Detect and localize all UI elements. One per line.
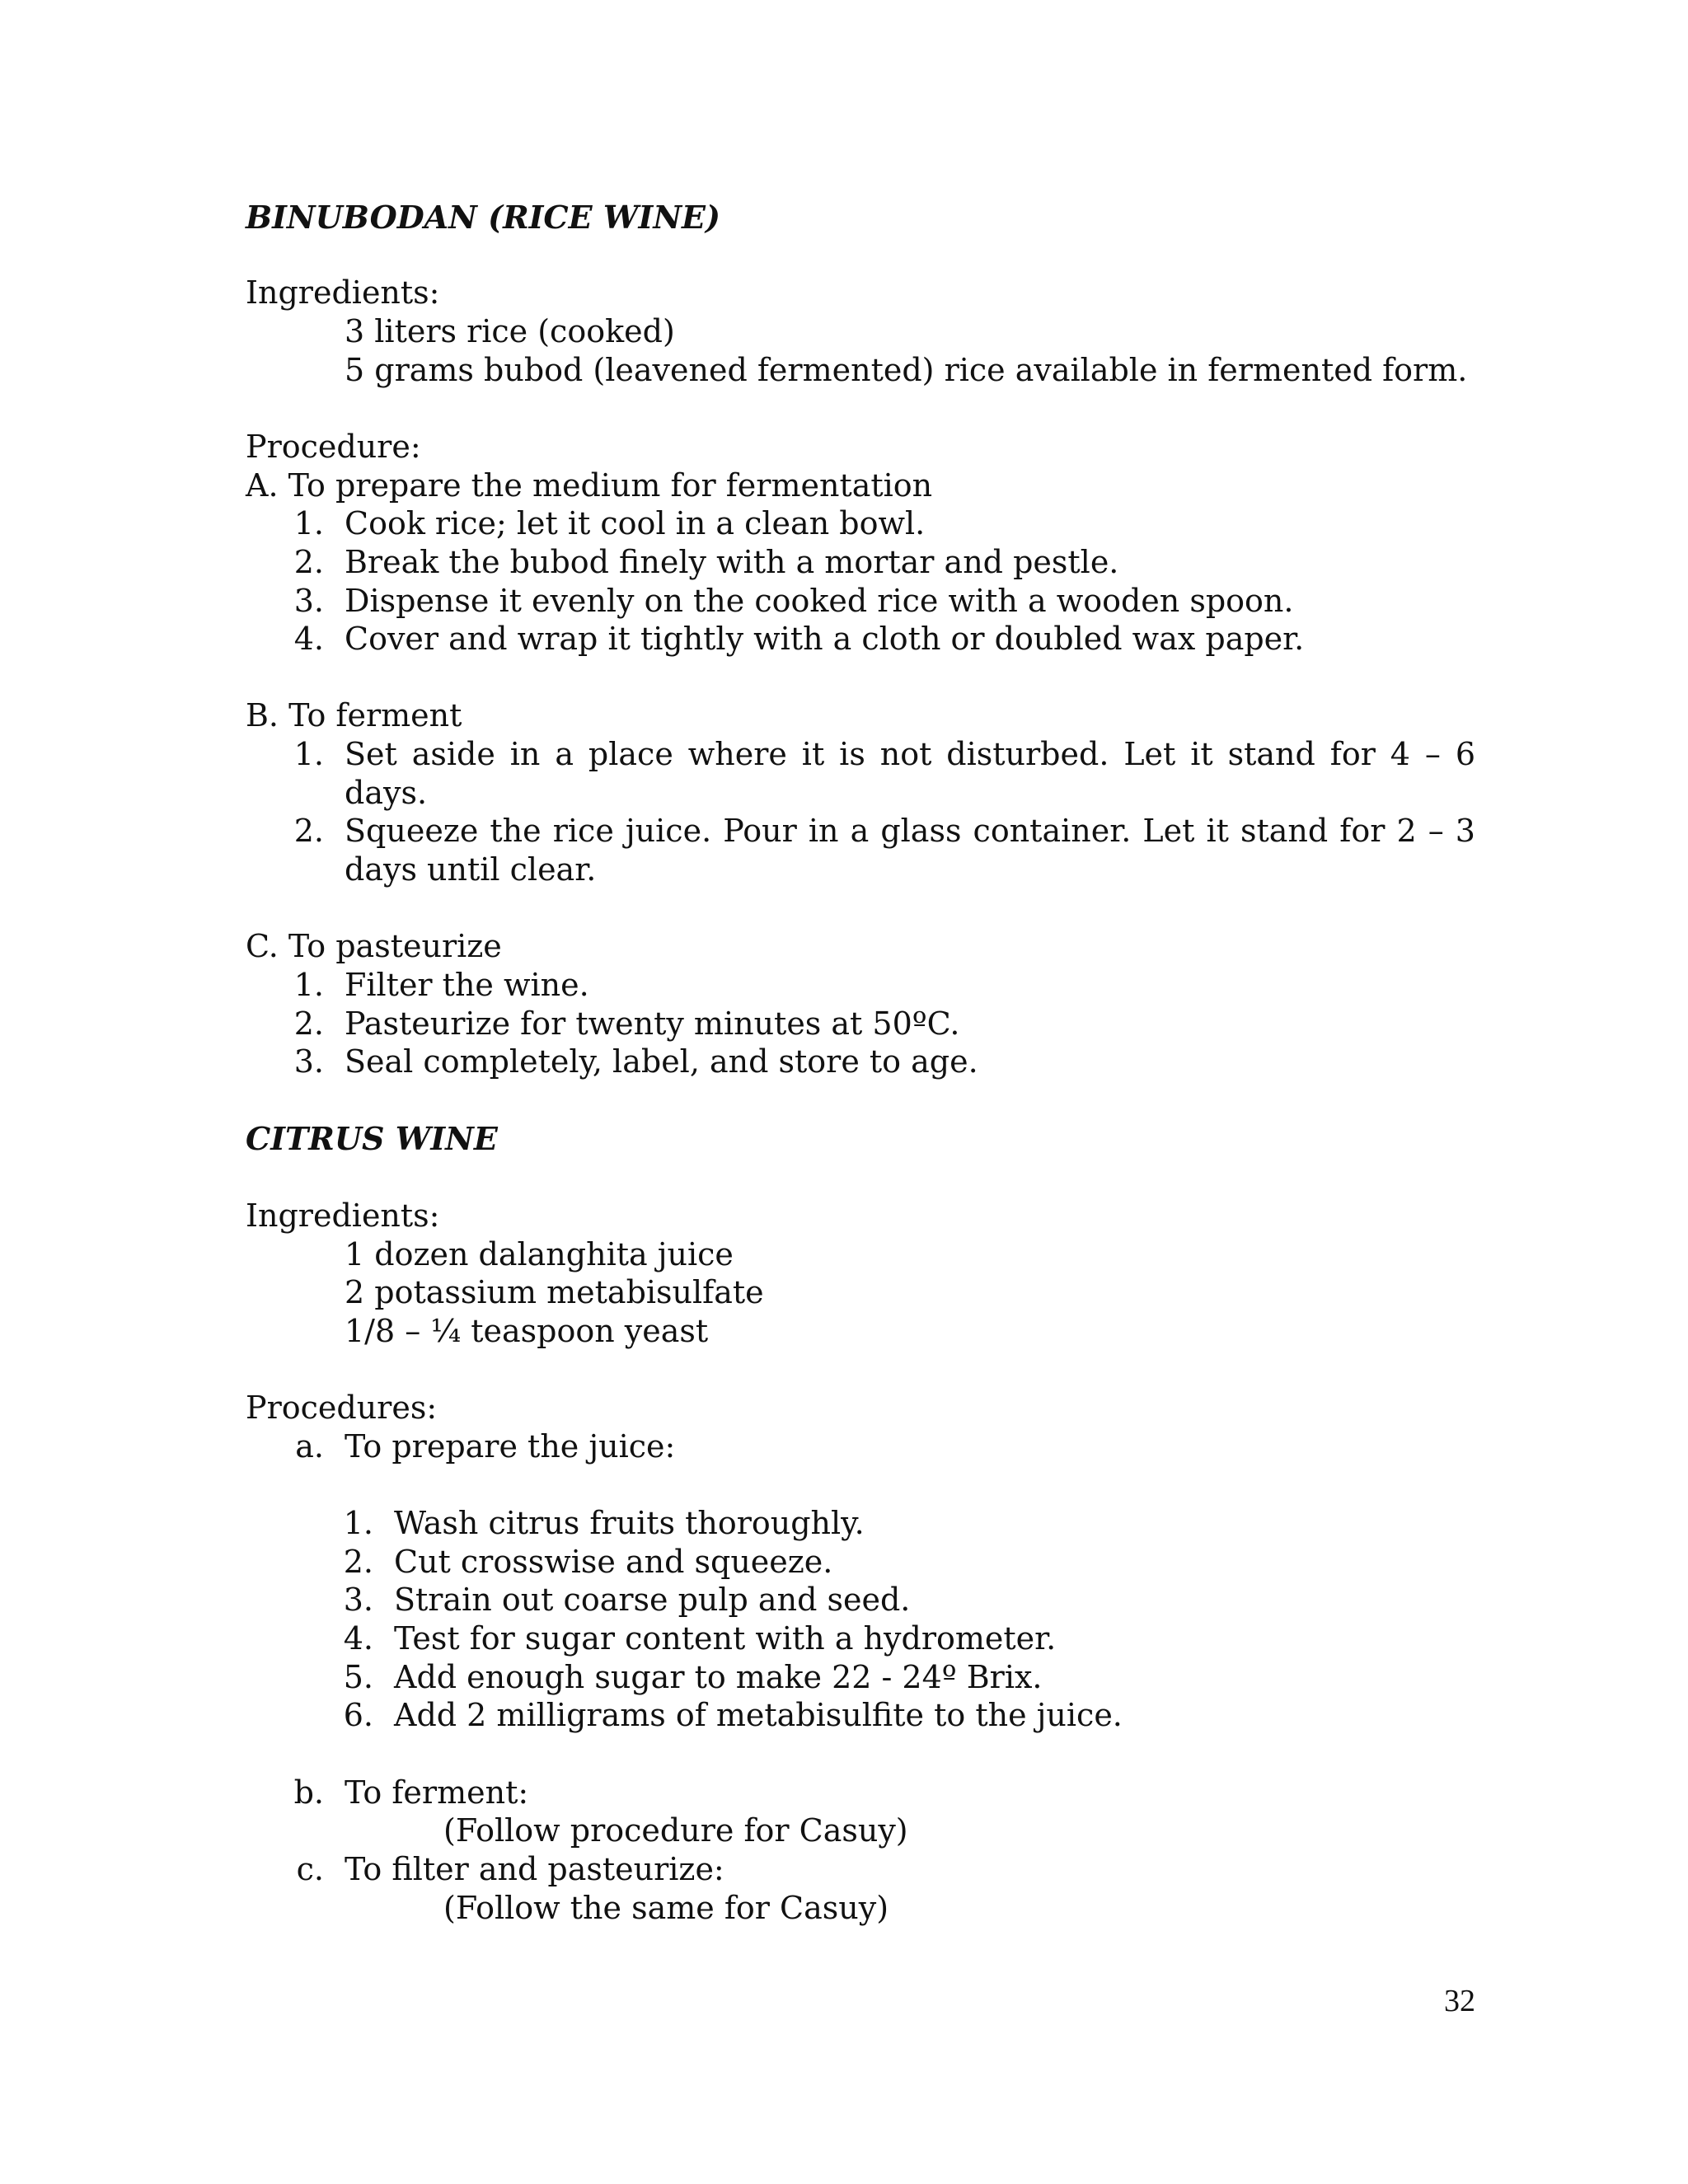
citrus-wine-section-a-title: To prepare the juice: [345, 1428, 676, 1465]
rice-wine-section-a-title: A. To prepare the medium for fermentation [246, 467, 933, 504]
rice-wine-b-step-2-line-2: days until clear. [345, 851, 597, 888]
citrus-wine-a-step-5-num: 5. [343, 1659, 373, 1695]
rice-wine-section-b-title: B. To ferment [246, 697, 462, 733]
citrus-wine-ingredient-2: 2 potassium metabisulfate [345, 1274, 764, 1310]
rice-wine-c-step-3-num: 3. [293, 1043, 324, 1080]
citrus-wine-section-b-note: (Follow procedure for Casuy) [443, 1812, 908, 1849]
rice-wine-title: BINUBODAN (RICE WINE) [246, 199, 720, 236]
citrus-wine-section-c-title: To filter and pasteurize: [345, 1851, 724, 1887]
rice-wine-c-step-1-num: 1. [293, 967, 324, 1003]
citrus-wine-ingredient-3: 1/8 – ¼ teaspoon yeast [345, 1313, 709, 1349]
citrus-wine-a-step-4-num: 4. [343, 1620, 373, 1657]
rice-wine-a-step-1-num: 1. [293, 505, 324, 541]
citrus-wine-ingredients-label: Ingredients: [246, 1197, 440, 1234]
rice-wine-c-step-2-num: 2. [293, 1005, 324, 1042]
rice-wine-section-c-title: C. To pasteurize [246, 928, 502, 964]
rice-wine-procedure-label: Procedure: [246, 429, 421, 465]
citrus-wine-a-step-1-text: Wash citrus fruits thoroughly. [394, 1505, 865, 1541]
citrus-wine-a-step-2-text: Cut crosswise and squeeze. [394, 1544, 833, 1580]
rice-wine-c-step-2-text: Pasteurize for twenty minutes at 50ºC. [345, 1005, 960, 1042]
rice-wine-ingredient-1: 3 liters rice (cooked) [345, 313, 675, 349]
rice-wine-ingredients-label: Ingredients: [246, 274, 440, 311]
citrus-wine-a-step-1-num: 1. [343, 1505, 373, 1541]
citrus-wine-a-step-6-text: Add 2 milligrams of metabisulfite to the juice. [394, 1697, 1123, 1733]
rice-wine-b-step-1-num: 1. [293, 736, 324, 772]
rice-wine-b-step-1-line-1: Set aside in a place where it is not disturbed. Let it stand for 4 – 6 [345, 736, 1475, 772]
rice-wine-a-step-1-text: Cook rice; let it cool in a clean bowl. [345, 505, 926, 541]
citrus-wine-a-step-4-text: Test for sugar content with a hydrometer. [394, 1620, 1057, 1657]
citrus-wine-a-step-3-text: Strain out coarse pulp and seed. [394, 1582, 911, 1618]
citrus-wine-section-c-letter: c. [296, 1851, 324, 1887]
rice-wine-c-step-3-text: Seal completely, label, and store to age. [345, 1043, 978, 1080]
rice-wine-a-step-4-text: Cover and wrap it tightly with a cloth or doubled wax paper. [345, 621, 1305, 657]
rice-wine-b-step-2-line-1: Squeeze the rice juice. Pour in a glass container. Let it stand for 2 – 3 [345, 813, 1475, 849]
citrus-wine-section-a-letter: a. [295, 1428, 324, 1465]
citrus-wine-a-step-5-text: Add enough sugar to make 22 - 24º Brix. [394, 1659, 1043, 1695]
citrus-wine-a-step-6-num: 6. [343, 1697, 373, 1733]
citrus-wine-section-c-note: (Follow the same for Casuy) [443, 1890, 889, 1926]
rice-wine-ingredient-2: 5 grams bubod (leavened fermented) rice available in fermented form. [345, 352, 1468, 388]
rice-wine-a-step-2-text: Break the bubod finely with a mortar and pestle. [345, 544, 1119, 580]
rice-wine-a-step-4-num: 4. [293, 621, 324, 657]
rice-wine-b-step-1-line-2: days. [345, 775, 428, 811]
citrus-wine-title: CITRUS WINE [246, 1120, 498, 1157]
rice-wine-c-step-1-text: Filter the wine. [345, 967, 589, 1003]
citrus-wine-a-step-3-num: 3. [343, 1582, 373, 1618]
rice-wine-a-step-2-num: 2. [293, 544, 324, 580]
citrus-wine-section-b-title: To ferment: [345, 1774, 529, 1811]
citrus-wine-procedures-label: Procedures: [246, 1390, 438, 1426]
citrus-wine-a-step-2-num: 2. [343, 1544, 373, 1580]
rice-wine-a-step-3-num: 3. [293, 583, 324, 619]
citrus-wine-ingredient-1: 1 dozen dalanghita juice [345, 1236, 734, 1272]
rice-wine-a-step-3-text: Dispense it evenly on the cooked rice with a wooden spoon. [345, 583, 1294, 619]
rice-wine-b-step-2-num: 2. [293, 813, 324, 849]
citrus-wine-section-b-letter: b. [293, 1774, 324, 1811]
page-number: 32 [1444, 1984, 1475, 2018]
